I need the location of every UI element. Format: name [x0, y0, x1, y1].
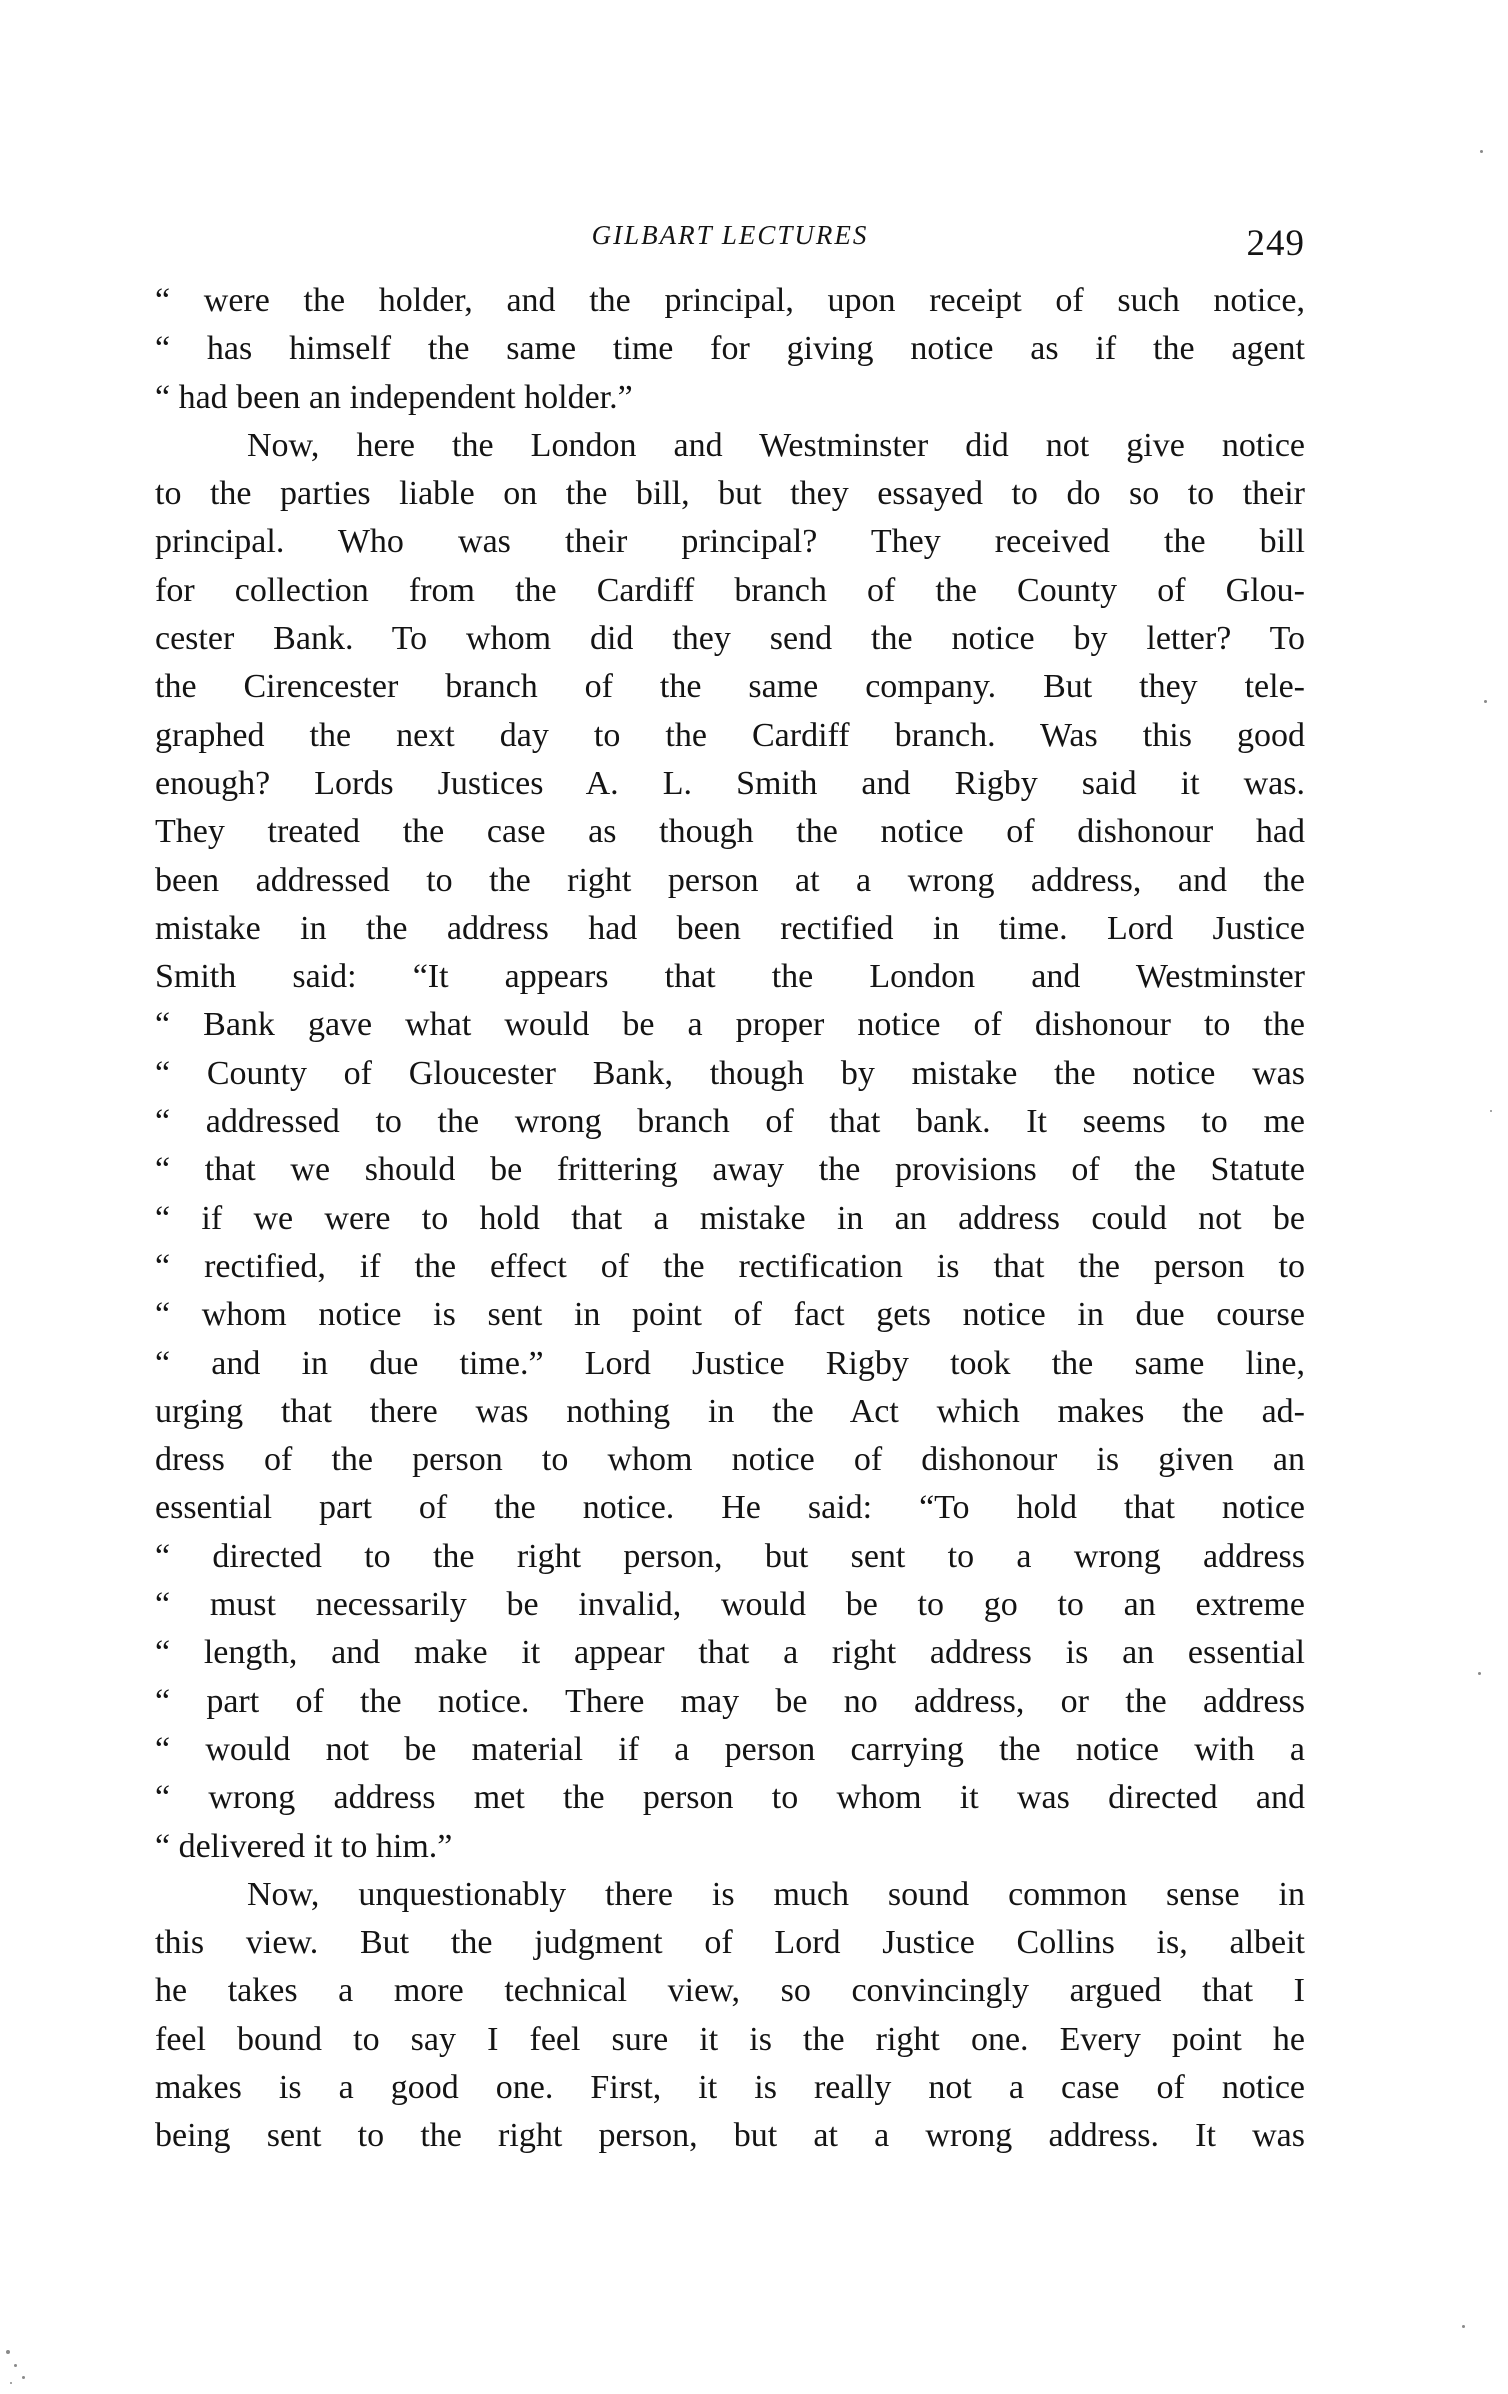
text-line: “ delivered it to him.”	[155, 1827, 453, 1865]
text-line: cester Bank. To whom did they send the notice by letter? To	[155, 620, 1305, 658]
text-line: the Cirencester branch of the same company. But they tele-	[155, 668, 1305, 706]
text-line: “ addressed to the wrong branch of that bank. It seems to me	[155, 1103, 1305, 1141]
text-line: “ had been an independent holder.”	[155, 378, 633, 416]
paragraph-3	[155, 1871, 1305, 2161]
paragraph-1	[155, 277, 1305, 422]
scan-speck	[1490, 1110, 1492, 1112]
scan-speck	[14, 2364, 17, 2367]
text-line: “ rectified, if the effect of the rectification is that the person to	[155, 1247, 1305, 1285]
text-line: graphed the next day to the Cardiff branch. Was this good	[155, 716, 1305, 754]
scan-speck	[1480, 150, 1483, 153]
text-line: “ were the holder, and the principal, upon receipt of such notice,	[155, 282, 1305, 319]
text-line: Now, here the London and Westminster did not give notice	[247, 426, 1305, 464]
text-line: enough? Lords Justices A. L. Smith and Rigby said it was.	[155, 764, 1305, 802]
text-line: “ that we should be frittering away the provisions of the Statute	[155, 1151, 1305, 1189]
text-line: “ has himself the same time for giving notice as if the agent	[155, 330, 1305, 368]
text-line: being sent to the right person, but at a wrong address. It was	[155, 2117, 1305, 2155]
text-line: They treated the case as though the notice of dishonour had	[155, 813, 1305, 851]
text-line: “ if we were to hold that a mistake in an address could not be	[155, 1199, 1305, 1237]
scan-speck	[1478, 1672, 1481, 1675]
text-line: for collection from the Cardiff branch of the County of Glou-	[155, 571, 1305, 609]
running-title: GILBART LECTURES	[591, 220, 869, 250]
text-line: essential part of the notice. He said: “To hold that notice	[155, 1489, 1305, 1527]
text-line: feel bound to say I feel sure it is the right one. Every point he	[155, 2020, 1305, 2058]
scan-speck	[1462, 2325, 1465, 2328]
text-line: urging that there was nothing in the Act which makes the ad-	[155, 1392, 1305, 1430]
scan-speck	[1484, 700, 1487, 703]
text-line: principal. Who was their principal? They received the bill	[155, 523, 1305, 561]
text-line: to the parties liable on the bill, but they essayed to do so to their	[155, 475, 1305, 513]
text-line: “ County of Gloucester Bank, though by mistake the notice was	[155, 1054, 1305, 1092]
running-head	[155, 212, 1305, 272]
scan-speck	[6, 2350, 10, 2354]
text-line: “ wrong address met the person to whom it was directed and	[155, 1779, 1305, 1817]
paragraph-2	[155, 422, 1305, 1871]
body-text	[155, 277, 1305, 2161]
text-line: this view. But the judgment of Lord Justice Collins is, albeit	[155, 1924, 1305, 1962]
text-line: “ Bank gave what would be a proper notice of dishonour to the	[155, 1006, 1305, 1044]
text-line: dress of the person to whom notice of dishonour is given an	[155, 1441, 1305, 1479]
text-line: been addressed to the right person at a wrong address, and the	[155, 861, 1305, 899]
text-line: “ must necessarily be invalid, would be to go to an extreme	[155, 1586, 1305, 1624]
scan-speck	[10, 2382, 12, 2384]
page-number: 249	[1246, 223, 1305, 264]
text-line: “ whom notice is sent in point of fact gets notice in due course	[155, 1296, 1305, 1334]
text-line: Now, unquestionably there is much sound common sense in	[247, 1875, 1305, 1913]
text-line: “ part of the notice. There may be no address, or the address	[155, 1682, 1305, 1720]
scan-speck	[22, 2376, 25, 2379]
text-line: “ and in due time.” Lord Justice Rigby took the same line,	[155, 1344, 1305, 1382]
text-line: Smith said: “It appears that the London and Westminster	[155, 958, 1305, 996]
text-line: “ length, and make it appear that a right address is an essential	[155, 1634, 1305, 1672]
text-line: “ directed to the right person, but sent to a wrong address	[155, 1537, 1305, 1575]
text-line: makes is a good one. First, it is really not a case of notice	[155, 2068, 1305, 2106]
text-line: he takes a more technical view, so convincingly argued that I	[155, 1972, 1305, 2010]
text-line: “ would not be material if a person carrying the notice with a	[155, 1730, 1305, 1768]
text-line: mistake in the address had been rectified in time. Lord Justice	[155, 909, 1305, 947]
